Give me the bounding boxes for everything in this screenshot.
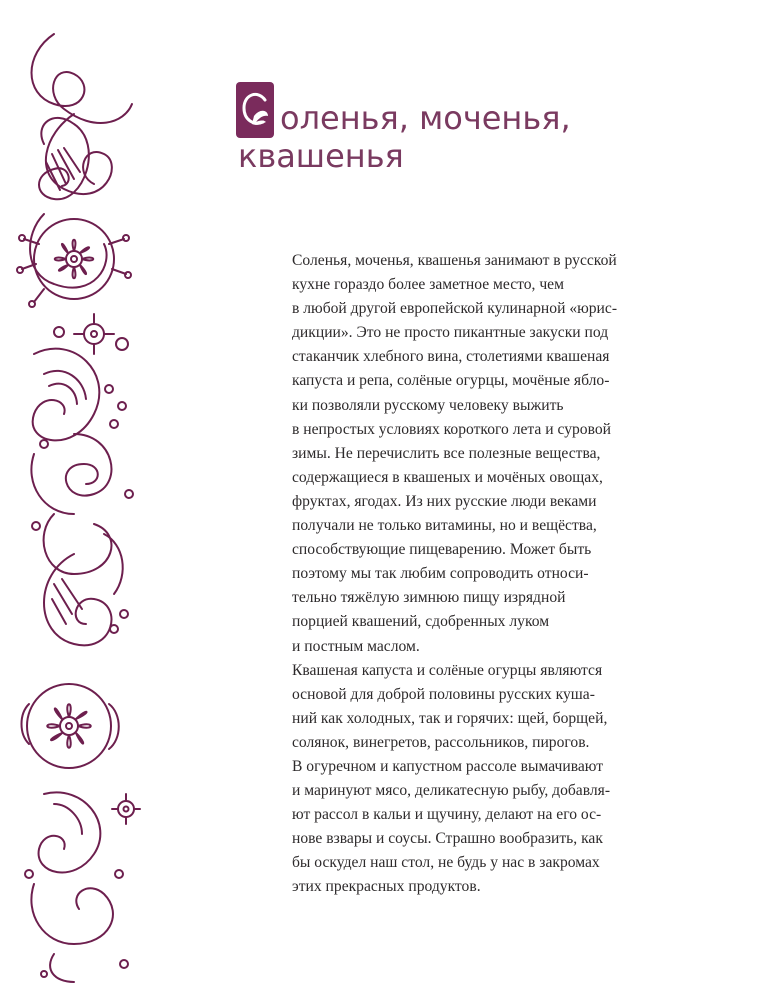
ornament-small-flowers — [54, 314, 128, 354]
text-line: способствующие пищеварению. Может быть — [292, 541, 592, 559]
decorative-floral-border — [14, 14, 142, 986]
text-line: солянок, винегретов, рассольников, пирогов. — [292, 733, 590, 751]
dropcap-badge — [236, 82, 274, 138]
text-line: порцией квашений, сдобренных луком — [292, 613, 550, 631]
text-line: кухне гораздо более заметное место, чем — [292, 276, 564, 294]
text-line: зимы. Не перечислить все полезные вещества, — [292, 444, 601, 462]
text-line: в любой другой европейской кулинарной «юрис- — [292, 300, 618, 318]
paragraph-2 — [292, 659, 672, 900]
paragraph-1 — [292, 249, 672, 659]
ornament-paisley-3 — [44, 554, 111, 645]
text-line: ний как холодных, так и горячих: щей, борщей, — [292, 709, 608, 727]
ornament-paisley-bottom — [39, 792, 101, 872]
text-line: дикции». Это не просто пикантные закуски под — [292, 324, 609, 342]
text-line: в непростых условиях короткого лета и суровой — [292, 420, 611, 438]
text-line: тельно тяжёлую зимнюю пищу изрядной — [292, 589, 566, 607]
text-line: капуста и репа, солёные огурцы, мочёные ябло- — [292, 372, 610, 390]
text-line: Соленья, моченья, квашенья занимают в русской — [292, 252, 617, 269]
ornament-paisley-2 — [33, 349, 100, 441]
text-line: основой для доброй половины русских куша- — [292, 685, 595, 703]
text-line: бы оскудел наш стол, не будь у нас в закромах — [292, 854, 600, 872]
article-body — [292, 249, 672, 900]
text-line: фруктах, ягодах. Из них русские люди веками — [292, 492, 597, 510]
text-line: содержащиеся в квашеных и мочёных овощах, — [292, 468, 603, 486]
text-line: этих прекрасных продуктов. — [292, 878, 481, 896]
text-line: нове взвары и соусы. Страшно вообразить, как — [292, 830, 603, 848]
text-line: поэтому мы так любим сопроводить относи- — [292, 565, 589, 583]
text-line: Квашеная капуста и солёные огурцы являются — [292, 661, 603, 679]
text-line: получали не только витамины, но и вещёства, — [292, 517, 597, 535]
text-line: ки позволяли русскому человеку выжить — [292, 396, 564, 414]
dropcap-swan-icon — [236, 82, 274, 138]
title-line-1: оленья, моченья, — [280, 99, 571, 137]
text-line: и постным маслом. — [292, 637, 420, 655]
ornament-flower-2 — [22, 684, 119, 768]
title-line-2: квашенья — [238, 137, 404, 175]
text-line: и маринуют мясо, деликатесную рыбу, добавля- — [292, 782, 611, 800]
text-line: стаканчик хлебного вина, столетиями квашеная — [292, 348, 610, 366]
text-line: В огуречном и капустном рассоле вымачивают — [292, 757, 604, 775]
ornament-flower-1 — [17, 219, 131, 307]
text-line: ют рассол в кальи и щучину, делают на его ос- — [292, 806, 602, 824]
ornament-spine — [30, 34, 132, 288]
